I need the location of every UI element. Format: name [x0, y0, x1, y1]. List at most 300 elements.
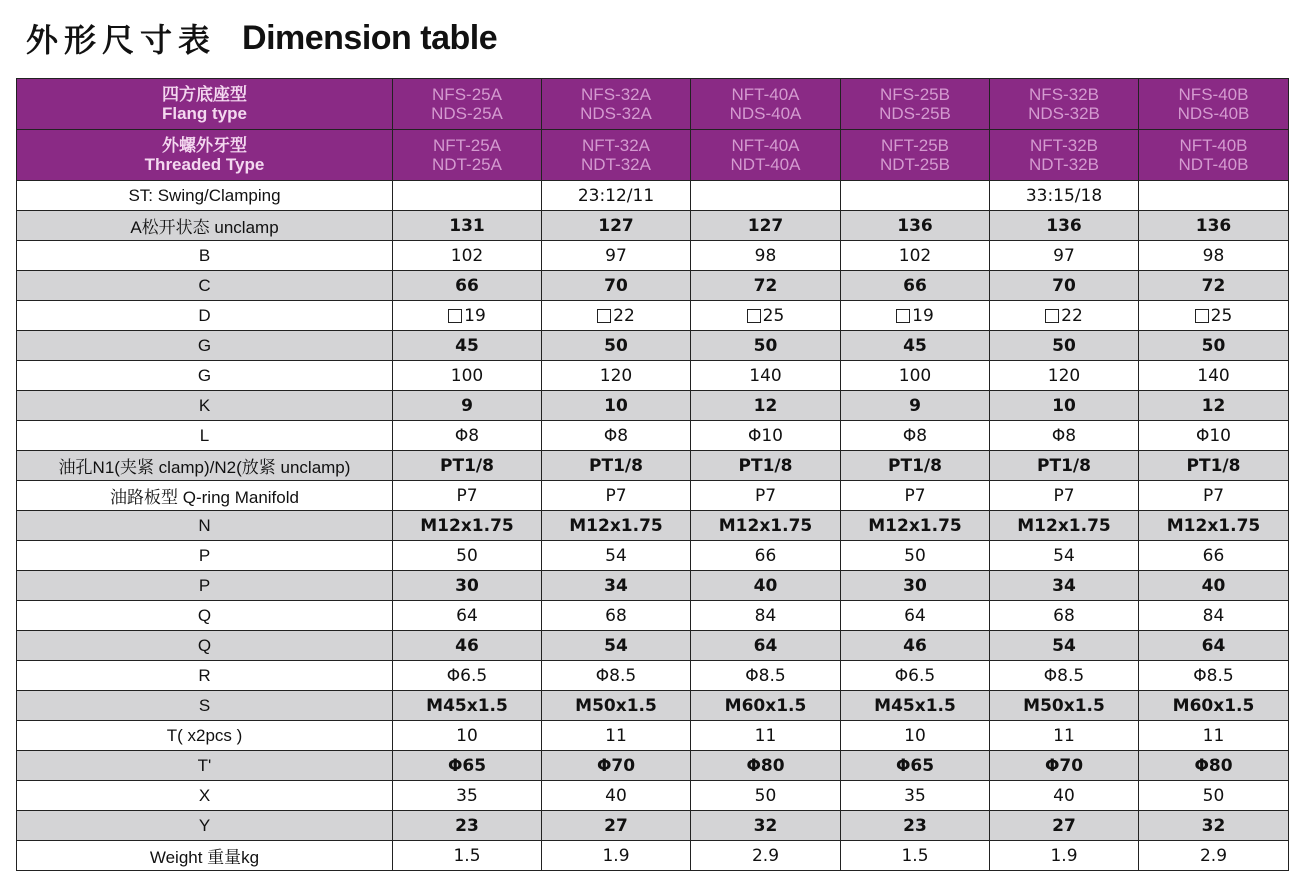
table-row [17, 421, 1289, 451]
cell-value: M12x1.75 [1166, 515, 1261, 536]
table-row [17, 571, 1289, 601]
row-label: A松开状态 unclamp [17, 211, 393, 241]
value-cell [990, 241, 1139, 271]
cell-value: 136 [1195, 215, 1232, 236]
value-cell [691, 811, 841, 841]
value-cell [990, 631, 1139, 661]
cell-value: 120 [599, 365, 633, 386]
value-cell [691, 361, 841, 391]
value-cell [691, 571, 841, 601]
value-cell [1139, 721, 1289, 751]
square-icon [747, 309, 761, 323]
cell-value: PT1/8 [888, 455, 942, 476]
cell-value: M50x1.5 [575, 695, 657, 716]
row-label: Q [17, 631, 393, 661]
value-cell [542, 451, 691, 481]
value-cell [393, 361, 542, 391]
value-cell [1139, 421, 1289, 451]
cell-value: Φ70 [1044, 755, 1084, 776]
cell-value: 136 [1046, 215, 1082, 236]
value-cell [990, 421, 1139, 451]
cell-value: M12x1.75 [868, 515, 962, 536]
header-type-en: Threaded Type [144, 155, 265, 174]
value-cell [841, 541, 990, 571]
value-cell [691, 841, 841, 871]
cell-value: 1.5 [901, 845, 929, 866]
model-code: NDS-32A [580, 104, 652, 123]
cell-value: P7 [754, 485, 777, 506]
value-cell [542, 481, 691, 511]
model-code: NFS-32B [1029, 85, 1099, 104]
cell-value: 131 [449, 215, 485, 236]
cell-value: P7 [456, 485, 478, 506]
value-cell [990, 211, 1139, 241]
cell-value: 23:12/11 [577, 185, 655, 206]
cell-value: 40 [1053, 785, 1075, 806]
value-cell [1139, 631, 1289, 661]
cell-value: 97 [1053, 245, 1075, 266]
row-label: T' [17, 751, 393, 781]
cell-value: Φ65 [447, 755, 487, 776]
cell-value: 64 [904, 605, 926, 626]
value-cell [990, 751, 1139, 781]
cell-value: 68 [605, 605, 627, 626]
value-cell [990, 511, 1139, 541]
cell-value: 11 [754, 725, 777, 746]
value-cell [990, 721, 1139, 751]
value-cell [393, 631, 542, 661]
cell-value: 35 [904, 785, 926, 806]
row-label: S [17, 691, 393, 721]
cell-value: 50 [604, 335, 628, 356]
value-cell [1139, 481, 1289, 511]
value-cell [691, 241, 841, 271]
header-model-cell [990, 130, 1139, 181]
table-row [17, 451, 1289, 481]
value-cell [542, 361, 691, 391]
cell-value: P7 [1202, 485, 1225, 506]
row-label: 油孔N1(夹紧 clamp)/N2(放紧 unclamp) [17, 451, 393, 481]
cell-value: 100 [898, 365, 932, 386]
model-code: NFT-32B [1029, 136, 1099, 155]
header-model-cell [691, 79, 841, 130]
row-label: Weight 重量kg [17, 841, 393, 871]
value-cell [542, 241, 691, 271]
value-cell [1139, 241, 1289, 271]
value-cell [1139, 391, 1289, 421]
cell-value: 23 [455, 815, 479, 836]
value-cell [393, 781, 542, 811]
row-label: L [17, 421, 393, 451]
value-cell [990, 811, 1139, 841]
value-cell [393, 481, 542, 511]
cell-value: 70 [1052, 275, 1076, 296]
value-cell [990, 661, 1139, 691]
cell-value: 54 [1053, 545, 1075, 566]
row-label: P [17, 571, 393, 601]
model-code: NDS-32B [1028, 104, 1100, 123]
value-cell [691, 721, 841, 751]
row-label: 油路板型 Q-ring Manifold [17, 481, 393, 511]
cell-value: PT1/8 [440, 455, 494, 476]
value-cell [691, 601, 841, 631]
model-code: NDT-40B [1178, 155, 1249, 174]
cell-value: M45x1.5 [426, 695, 508, 716]
cell-value: 50 [754, 785, 777, 806]
cell-value: 64 [1201, 635, 1226, 656]
model-code: NDT-32A [581, 155, 651, 174]
cell-value: 70 [604, 275, 628, 296]
cell-value: 50 [1202, 785, 1225, 806]
value-cell [393, 271, 542, 301]
value-cell [1139, 601, 1289, 631]
cell-value: 30 [903, 575, 927, 596]
value-cell [542, 661, 691, 691]
value-cell [841, 211, 990, 241]
cell-value: 97 [605, 245, 627, 266]
value-cell [841, 781, 990, 811]
table-row [17, 331, 1289, 361]
value-cell [1139, 451, 1289, 481]
table-row [17, 391, 1289, 421]
value-cell [393, 541, 542, 571]
table-row [17, 361, 1289, 391]
value-cell [691, 541, 841, 571]
value-cell [1139, 361, 1289, 391]
row-label: B [17, 241, 393, 271]
header-row [17, 130, 1289, 181]
value-cell [841, 751, 990, 781]
cell-value: Φ80 [746, 755, 785, 776]
cell-value: P7 [605, 485, 627, 506]
value-cell [990, 481, 1139, 511]
header-model-cell [1139, 130, 1289, 181]
square-icon [1195, 309, 1209, 323]
cell-value: 35 [456, 785, 478, 806]
value-cell [691, 451, 841, 481]
value-cell [841, 721, 990, 751]
value-cell [1139, 751, 1289, 781]
cell-value: Φ10 [1195, 425, 1231, 446]
cell-value: 50 [904, 545, 926, 566]
cell-value: 34 [604, 575, 628, 596]
model-code: NFS-32A [581, 85, 651, 104]
cell-value: Φ8.5 [745, 665, 786, 686]
cell-value: 30 [455, 575, 479, 596]
value-cell [1139, 811, 1289, 841]
cell-value: Φ8 [902, 425, 928, 446]
header-row [17, 79, 1289, 130]
value-cell [393, 841, 542, 871]
square-icon [896, 309, 910, 323]
value-cell [691, 301, 841, 331]
cell-value: 11 [1202, 725, 1225, 746]
value-cell [841, 691, 990, 721]
value-cell [691, 781, 841, 811]
value-cell [990, 571, 1139, 601]
value-cell [393, 661, 542, 691]
value-cell [542, 421, 691, 451]
table-row [17, 781, 1289, 811]
value-cell [393, 721, 542, 751]
cell-value: 12 [1201, 395, 1226, 416]
row-label: D [17, 301, 393, 331]
value-cell [841, 811, 990, 841]
row-label: G [17, 331, 393, 361]
value-cell [542, 721, 691, 751]
model-code: NFS-25B [880, 85, 950, 104]
cell-value: 136 [897, 215, 933, 236]
cell-value: 140 [1197, 365, 1230, 386]
header-type-zh: 外螺外牙型 [162, 136, 247, 155]
value-cell [990, 271, 1139, 301]
value-cell [691, 331, 841, 361]
cell-value: 22 [1061, 305, 1083, 326]
value-cell [393, 751, 542, 781]
value-cell [393, 691, 542, 721]
square-icon [597, 309, 611, 323]
cell-value: 50 [1201, 335, 1226, 356]
table-row [17, 211, 1289, 241]
row-label: Q [17, 601, 393, 631]
cell-value: 27 [604, 815, 628, 836]
value-cell [990, 361, 1139, 391]
model-code: NFT-25A [432, 136, 502, 155]
cell-value: 66 [455, 275, 479, 296]
cell-value: Φ70 [596, 755, 636, 776]
dimension-table [16, 78, 1289, 871]
model-code: NFT-32A [581, 136, 651, 155]
value-cell [691, 391, 841, 421]
cell-value: 33:15/18 [1025, 185, 1103, 206]
table-row [17, 181, 1289, 211]
value-cell [841, 631, 990, 661]
header-type-label [17, 79, 393, 130]
value-cell [841, 841, 990, 871]
value-cell [990, 601, 1139, 631]
cell-value: 72 [1201, 275, 1226, 296]
table-row [17, 661, 1289, 691]
value-cell [542, 181, 691, 211]
value-cell [691, 691, 841, 721]
cell-value: 40 [753, 575, 778, 596]
value-cell [841, 511, 990, 541]
cell-value: 50 [456, 545, 478, 566]
cell-value: Φ6.5 [894, 665, 936, 686]
cell-value: 46 [903, 635, 927, 656]
cell-value: 66 [754, 545, 777, 566]
value-cell [542, 541, 691, 571]
row-label: G [17, 361, 393, 391]
value-cell [542, 631, 691, 661]
value-cell [393, 421, 542, 451]
model-code: NDT-32B [1029, 155, 1099, 174]
value-cell [542, 691, 691, 721]
model-code: NFT-40A [731, 136, 800, 155]
cell-value: 25 [1210, 305, 1233, 326]
value-cell [542, 511, 691, 541]
value-cell [393, 451, 542, 481]
cell-value: 54 [1052, 635, 1076, 656]
value-cell [841, 601, 990, 631]
value-cell [841, 661, 990, 691]
cell-value: 1.5 [453, 845, 481, 866]
cell-value: 2.9 [751, 845, 780, 866]
value-cell [393, 811, 542, 841]
cell-value: 66 [903, 275, 927, 296]
value-cell [393, 211, 542, 241]
value-cell [1139, 841, 1289, 871]
table-row [17, 811, 1289, 841]
table-row [17, 601, 1289, 631]
cell-value: 1.9 [1050, 845, 1078, 866]
table-row [17, 511, 1289, 541]
cell-value: PT1/8 [1037, 455, 1091, 476]
title-chinese: 外形尺寸表 [26, 21, 217, 59]
cell-value: 9 [909, 395, 921, 416]
cell-value: 10 [1052, 395, 1076, 416]
cell-value: 54 [605, 545, 627, 566]
table-row [17, 841, 1289, 871]
cell-value: 34 [1052, 575, 1076, 596]
table-row [17, 691, 1289, 721]
value-cell [542, 331, 691, 361]
value-cell [542, 841, 691, 871]
cell-value: 98 [1202, 245, 1225, 266]
cell-value: 25 [762, 305, 785, 326]
row-label: P [17, 541, 393, 571]
value-cell [990, 391, 1139, 421]
value-cell [1139, 301, 1289, 331]
cell-value: 84 [1202, 605, 1225, 626]
cell-value: PT1/8 [589, 455, 643, 476]
value-cell [841, 481, 990, 511]
header-model-cell [1139, 79, 1289, 130]
value-cell [841, 181, 990, 211]
row-label: K [17, 391, 393, 421]
header-model-cell [841, 130, 990, 181]
row-label: C [17, 271, 393, 301]
cell-value: Φ8.5 [1193, 665, 1234, 686]
cell-value: 10 [904, 725, 926, 746]
cell-value: 72 [753, 275, 778, 296]
cell-value: M12x1.75 [718, 515, 813, 536]
cell-value: M60x1.5 [1172, 695, 1255, 716]
header-model-cell [542, 79, 691, 130]
header-model-cell [841, 79, 990, 130]
model-code: NDS-25B [879, 104, 951, 123]
row-label: N [17, 511, 393, 541]
value-cell [1139, 271, 1289, 301]
value-cell [691, 511, 841, 541]
value-cell [691, 751, 841, 781]
cell-value: 54 [604, 635, 628, 656]
cell-value: M45x1.5 [874, 695, 956, 716]
cell-value: 10 [604, 395, 628, 416]
cell-value: M12x1.75 [1017, 515, 1111, 536]
value-cell [691, 271, 841, 301]
cell-value: M50x1.5 [1023, 695, 1105, 716]
cell-value: Φ65 [895, 755, 935, 776]
cell-value: Φ8.5 [595, 665, 637, 686]
table-row [17, 631, 1289, 661]
value-cell [841, 451, 990, 481]
cell-value: PT1/8 [738, 455, 793, 476]
cell-value: P7 [904, 485, 926, 506]
cell-value: Φ10 [747, 425, 783, 446]
row-label: ST: Swing/Clamping [17, 181, 393, 211]
page-title [26, 14, 497, 62]
table-row [17, 541, 1289, 571]
model-code: NFT-40B [1179, 136, 1248, 155]
table-row [17, 301, 1289, 331]
value-cell [990, 541, 1139, 571]
cell-value: 10 [456, 725, 478, 746]
row-label: R [17, 661, 393, 691]
value-cell [393, 331, 542, 361]
cell-value: 102 [898, 245, 932, 266]
cell-value: 68 [1053, 605, 1075, 626]
cell-value: 50 [753, 335, 778, 356]
header-model-cell [542, 130, 691, 181]
cell-value: 32 [753, 815, 778, 836]
table-row [17, 271, 1289, 301]
value-cell [691, 421, 841, 451]
value-cell [1139, 781, 1289, 811]
value-cell [990, 781, 1139, 811]
value-cell [542, 811, 691, 841]
table-body [17, 79, 1289, 871]
cell-value: PT1/8 [1186, 455, 1241, 476]
value-cell [393, 511, 542, 541]
cell-value: M12x1.75 [420, 515, 514, 536]
cell-value: 140 [749, 365, 782, 386]
value-cell [990, 331, 1139, 361]
cell-value: Φ80 [1194, 755, 1233, 776]
model-code: NDS-40B [1177, 104, 1250, 123]
cell-value: 127 [747, 215, 784, 236]
value-cell [1139, 691, 1289, 721]
row-label: Y [17, 811, 393, 841]
header-type-zh: 四方底座型 [162, 85, 247, 104]
cell-value: 40 [605, 785, 627, 806]
value-cell [542, 751, 691, 781]
square-icon [448, 309, 462, 323]
cell-value: 32 [1201, 815, 1226, 836]
value-cell [393, 571, 542, 601]
cell-value: 98 [754, 245, 777, 266]
model-code: NFS-40B [1178, 85, 1249, 104]
model-code: NDS-25A [431, 104, 503, 123]
cell-value: 9 [461, 395, 473, 416]
value-cell [841, 391, 990, 421]
value-cell [691, 661, 841, 691]
value-cell [841, 571, 990, 601]
square-icon [1045, 309, 1059, 323]
header-type-label [17, 130, 393, 181]
value-cell [1139, 661, 1289, 691]
cell-value: Φ8 [1051, 425, 1077, 446]
cell-value: 120 [1047, 365, 1081, 386]
cell-value: 66 [1202, 545, 1225, 566]
value-cell [1139, 181, 1289, 211]
row-label: T( x2pcs ) [17, 721, 393, 751]
cell-value: 40 [1201, 575, 1226, 596]
header-type-en: Flang type [161, 104, 247, 123]
model-code: NDT-25A [432, 155, 502, 174]
cell-value: Φ8 [454, 425, 480, 446]
table-row [17, 241, 1289, 271]
